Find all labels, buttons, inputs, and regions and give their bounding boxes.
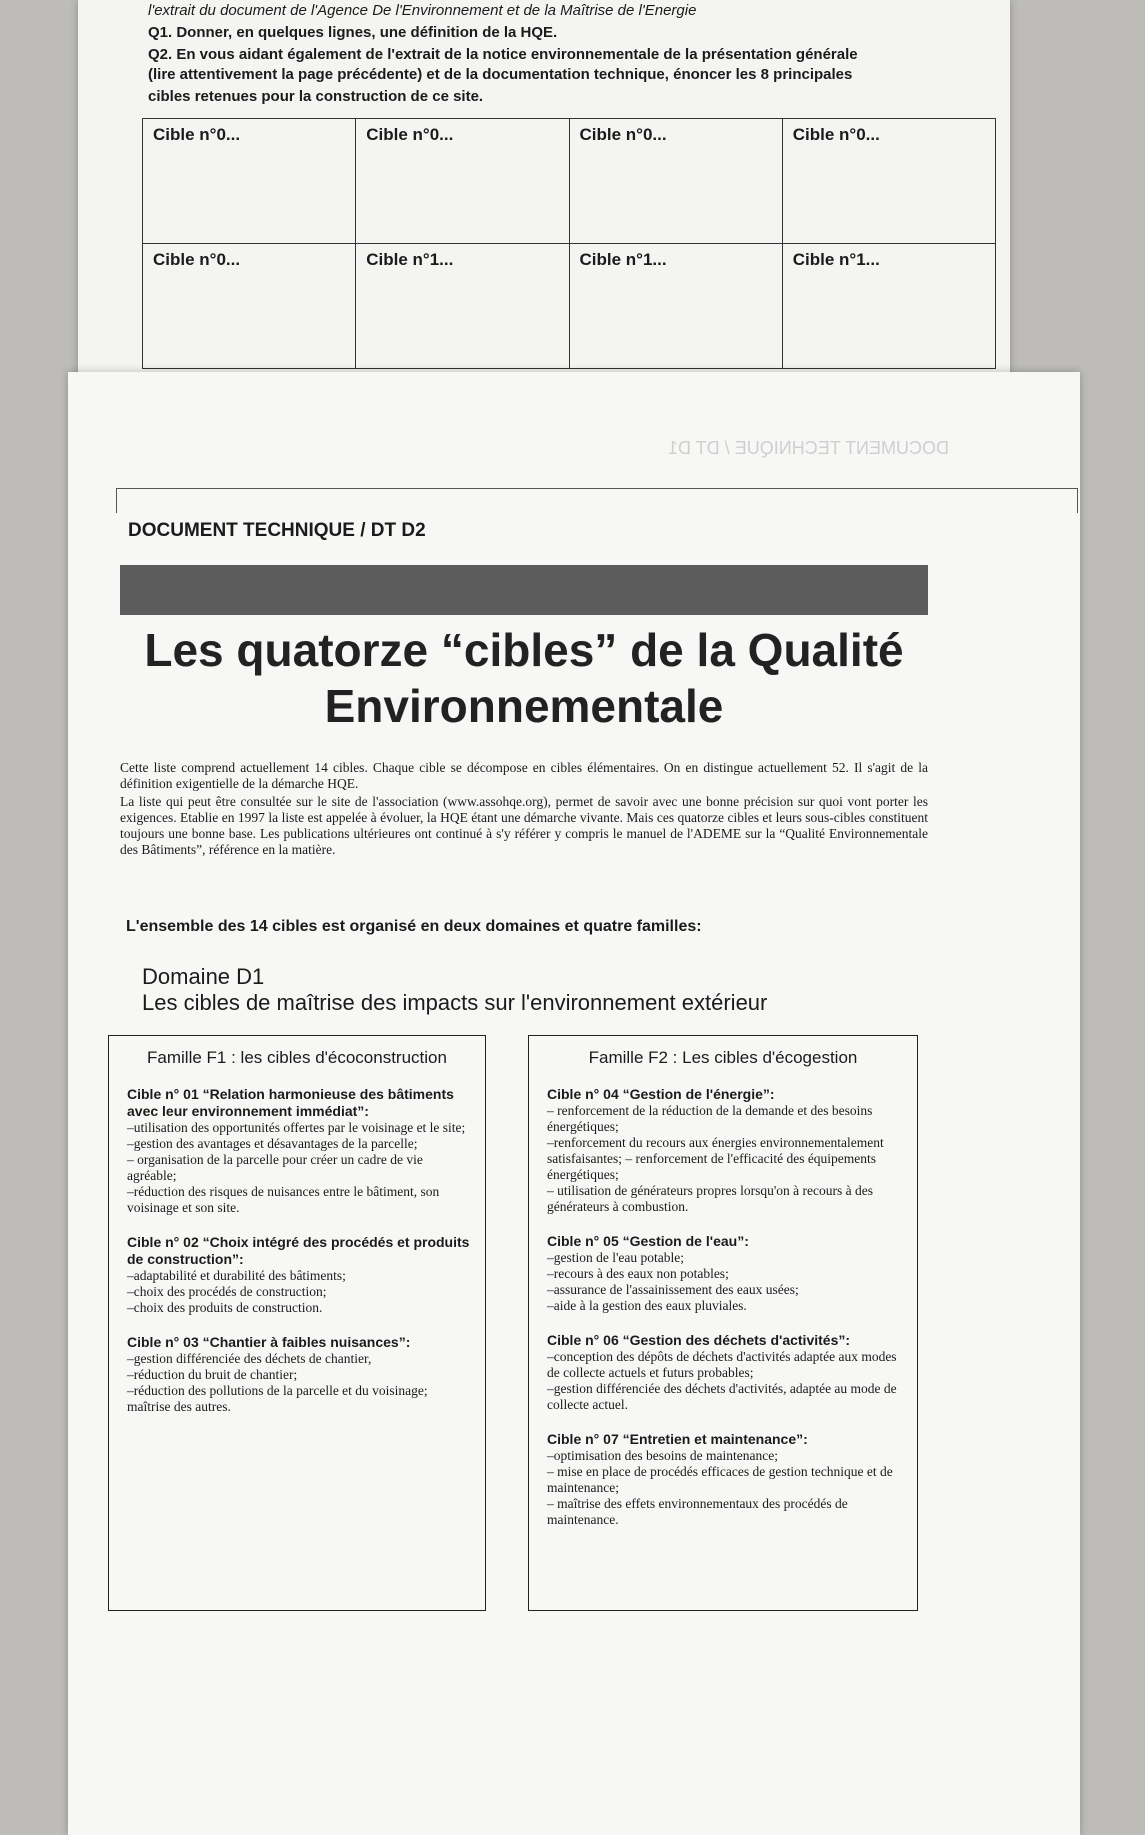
question-2-line3: cibles retenues pour la construction de ce site. — [148, 88, 484, 105]
organisation-sentence: L'ensemble des 14 cibles est organisé en deux domaines et quatre familles: — [126, 918, 702, 935]
cible-title: Cible n° 03 “Chantier à faibles nuisances”: — [127, 1334, 411, 1350]
cible-item: –adaptabilité et durabilité des bâtiments; — [127, 1268, 346, 1283]
domain-heading — [142, 964, 767, 1016]
cell-label: Cible n°1... — [792, 250, 880, 269]
cell-label: Cible n°1... — [579, 250, 667, 269]
title-line-1: Les quatorze “cibles” de la Qualité — [144, 624, 904, 676]
mirrored-header-showthrough: DOCUMENT TECHNIQUE / DT D1 — [668, 438, 950, 458]
cell-label: Cible n°0... — [153, 250, 241, 269]
cible-item: – mise en place de procédés efficaces de gestion technique et de maintenance; — [547, 1464, 893, 1495]
title-band — [120, 565, 928, 615]
back-worksheet-page — [78, 0, 1010, 410]
table-cell[interactable] — [143, 244, 356, 369]
cell-label: Cible n°0... — [792, 125, 880, 144]
cible-item: – organisation de la parcelle pour créer un cadre de vie agréable; — [127, 1152, 423, 1183]
cible-title: Cible n° 07 “Entretien et maintenance”: — [547, 1431, 808, 1447]
cible-07 — [547, 1431, 903, 1528]
cible-item: –réduction des pollutions de la parcelle et du voisinage; — [127, 1383, 428, 1398]
cible-title: Cible n° 05 “Gestion de l'eau”: — [547, 1233, 749, 1249]
cible-item: –gestion différenciée des déchets d'activités, adaptée au mode de collecte actuel. — [547, 1381, 897, 1412]
family-f1-box — [108, 1035, 486, 1611]
cell-label: Cible n°0... — [366, 125, 454, 144]
cible-title: Cible n° 06 “Gestion des déchets d'activités”: — [547, 1332, 851, 1348]
table-row — [143, 244, 996, 369]
cible-item: –recours à des eaux non potables; — [547, 1266, 729, 1281]
page-title — [120, 622, 928, 734]
cible-item: –aide à la gestion des eaux pluviales. — [547, 1298, 747, 1313]
cible-06 — [547, 1332, 903, 1413]
title-line-2: Environnementale — [324, 680, 724, 732]
family-f2-box — [528, 1035, 918, 1611]
question-2-line1: Q2. En vous aidant également de l'extrait de la notice environnementale de la présentation générale — [148, 46, 858, 63]
cible-05 — [547, 1233, 903, 1314]
back-header-line: l'extrait du document de l'Agence De l'Environnement et de la Maîtrise de l'Energie — [148, 2, 697, 19]
cible-item: – utilisation de générateurs propres lorsqu'on à recours à des générateurs à combustion. — [547, 1183, 873, 1214]
cible-02 — [127, 1234, 471, 1316]
table-cell[interactable] — [569, 119, 782, 244]
intro-paragraph-1: Cette liste comprend actuellement 14 cibles. Chaque cible se décompose en cibles élémentaires. On en distingue actuellement 52. Il s'agit de la définition exigentielle de la démarche HQE. — [120, 760, 928, 791]
table-cell[interactable] — [143, 119, 356, 244]
cible-item: –optimisation des besoins de maintenance; — [547, 1448, 778, 1463]
table-cell[interactable] — [356, 119, 569, 244]
cible-item: –assurance de l'assainissement des eaux usées; — [547, 1282, 799, 1297]
cible-item: –choix des procédés de construction; — [127, 1284, 327, 1299]
table-cell[interactable] — [356, 244, 569, 369]
cible-item: –renforcement du recours aux énergies environnementalement satisfaisantes; – renforcement de l'efficacité des équipements énergétiques; — [547, 1135, 884, 1182]
header-rule — [116, 488, 1078, 513]
cell-label: Cible n°0... — [153, 125, 241, 144]
question-1: Q1. Donner, en quelques lignes, une définition de la HQE. — [148, 24, 558, 41]
cible-title: Cible n° 01 “Relation harmonieuse des bâtiments avec leur environnement immédiat”: — [127, 1086, 454, 1119]
intro-paragraph-2: La liste qui peut être consultée sur le site de l'association (www.assohqe.org), permet de savoir avec une bonne précision sur quoi vont porter les exigences. Etablie en 1997 la liste est appelée à évoluer, la HQE étant une démarche vivante. Mais ces quatorze cibles et leurs sous-cibles constituent toujours une bonne base. Les publications ultérieures ont continué à s'y référer y compris le manuel de l'ADEME sur la “Qualité Environnementale des Bâtiments”, référence en la matière. — [120, 794, 928, 857]
cible-04 — [547, 1086, 903, 1215]
cible-title: Cible n° 02 “Choix intégré des procédés et produits de construction”: — [127, 1234, 470, 1267]
cible-item: – maîtrise des effets environnementaux des procédés de maintenance. — [547, 1496, 848, 1527]
family-f2-title: Famille F2 : Les cibles d'écogestion — [588, 1048, 858, 1067]
cible-item: –gestion de l'eau potable; — [547, 1250, 685, 1265]
question-2-line2: (lire attentivement la page précédente) et de la documentation technique, énoncer les 8 principales — [148, 66, 853, 83]
table-cell[interactable] — [569, 244, 782, 369]
table-row — [143, 119, 996, 244]
cible-item: maîtrise des autres. — [127, 1399, 231, 1414]
cible-item: –réduction du bruit de chantier; — [127, 1367, 298, 1382]
cell-label: Cible n°1... — [366, 250, 454, 269]
cible-item: –conception des dépôts de déchets d'activités adaptée aux modes de collecte actuels et futurs probables; — [547, 1349, 897, 1380]
cible-03 — [127, 1334, 471, 1415]
cible-item: –gestion différenciée des déchets de chantier, — [127, 1351, 372, 1366]
cible-title: Cible n° 04 “Gestion de l'énergie”: — [547, 1086, 775, 1102]
domain-subtitle: Les cibles de maîtrise des impacts sur l'environnement extérieur — [142, 990, 768, 1015]
table-cell[interactable] — [782, 119, 995, 244]
family-f1-title: Famille F1 : les cibles d'écoconstruction — [147, 1048, 447, 1067]
domain-title: Domaine D1 — [142, 964, 265, 989]
cible-item: –réduction des risques de nuisances entre le bâtiment, son voisinage et son site. — [127, 1184, 440, 1215]
cell-label: Cible n°0... — [579, 125, 667, 144]
cible-01 — [127, 1086, 471, 1216]
cible-item: – renforcement de la réduction de la demande et des besoins énergétiques; — [547, 1103, 873, 1134]
cible-item: –choix des produits de construction. — [127, 1300, 323, 1315]
targets-table — [142, 118, 996, 369]
cible-item: –utilisation des opportunités offertes par le voisinage et le site; — [127, 1120, 466, 1135]
table-cell[interactable] — [782, 244, 995, 369]
technical-document-page — [68, 372, 1080, 1835]
document-label: DOCUMENT TECHNIQUE / DT D2 — [128, 520, 426, 541]
cible-item: –gestion des avantages et désavantages de la parcelle; — [127, 1136, 418, 1151]
